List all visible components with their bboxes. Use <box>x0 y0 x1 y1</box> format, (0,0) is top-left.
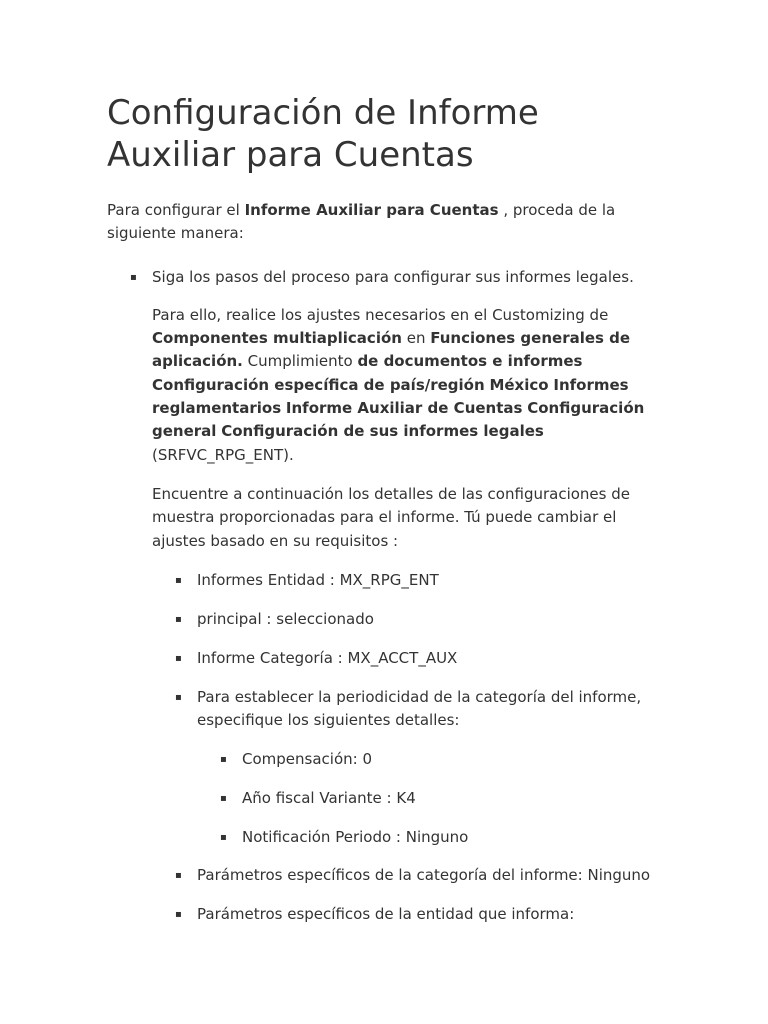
path-node: Configuración general <box>152 399 645 441</box>
page-title: Configuración de Informe Auxiliar para Cuentas <box>107 93 539 175</box>
list-item <box>175 608 667 631</box>
setting-text: Parámetros específicos de la entidad que informa: <box>197 905 575 924</box>
setting-text: Informe Categoría : MX_ACCT_AUX <box>197 648 458 667</box>
periodicity-item: Notificación Periodo : Ninguno <box>242 827 469 846</box>
setting-text: Informes Entidad : MX_RPG_ENT <box>197 570 439 589</box>
list-item <box>175 686 667 849</box>
bullet-icon: ▪ <box>175 870 182 882</box>
list-item <box>175 903 667 926</box>
path-node: Informe Auxiliar de Cuentas <box>285 399 523 418</box>
intro-text-end: , proceda de la siguiente manera: <box>107 201 616 243</box>
path-node: de documentos e informes <box>357 352 583 371</box>
intro-report-name: Informe Auxiliar para Cuentas <box>244 201 499 219</box>
path-node: Configuración específica de país/región <box>152 375 485 394</box>
bullet-icon: ▪ <box>220 831 227 843</box>
path-text: Para ello, realice los ajustes necesarios en el Customizing de <box>152 305 609 324</box>
periodicity-text: Para establecer la periodicidad de la categoría del informe, especifique los siguientes detalles: <box>197 687 642 729</box>
list-item <box>220 787 667 810</box>
path-node: Componentes multiaplicación <box>152 329 402 348</box>
path-node: Informes reglamentarios <box>152 375 629 418</box>
document-page <box>107 92 667 942</box>
bullet-icon: ▪ <box>220 753 227 765</box>
periodicity-item: Compensación: 0 <box>242 749 372 768</box>
procedure-step <box>130 266 667 927</box>
path-node: Configuración de sus informes legales <box>221 422 544 441</box>
step-text: Siga los pasos del proceso para configurar sus informes legales. <box>152 267 634 286</box>
bullet-icon: ▪ <box>175 613 182 625</box>
list-item <box>220 748 667 771</box>
intro-paragraph <box>107 199 667 246</box>
list-item <box>175 569 667 592</box>
path-text: en <box>401 329 431 348</box>
periodicity-item: Año fiscal Variante : K4 <box>242 788 416 807</box>
path-text: Cumplimiento <box>242 352 358 371</box>
path-node: México <box>489 375 549 394</box>
customizing-path <box>152 304 667 467</box>
bullet-icon: ▪ <box>220 792 227 804</box>
bullet-icon: ▪ <box>175 574 182 586</box>
bullet-icon: ▪ <box>130 271 137 283</box>
bullet-icon: ▪ <box>175 909 182 921</box>
settings-list <box>152 569 667 927</box>
list-item <box>175 864 667 887</box>
list-item <box>220 826 667 849</box>
details-paragraph: Encuentre a continuación los detalles de las configuraciones de muestra proporcionadas para el informe. Tú puede cambiar el ajustes basado en su requisitos : <box>152 484 630 550</box>
bullet-icon: ▪ <box>175 652 182 664</box>
procedure-list <box>107 266 667 927</box>
list-item <box>175 647 667 670</box>
path-text: (SRFVC_RPG_ENT). <box>152 445 294 464</box>
setting-text: principal : seleccionado <box>197 609 374 628</box>
setting-text: Parámetros específicos de la categoría del informe: Ninguno <box>197 866 651 885</box>
intro-text: Para configurar el <box>107 201 245 219</box>
bullet-icon: ▪ <box>175 691 182 703</box>
path-node: Funciones generales de aplicación. <box>152 329 631 371</box>
periodicity-list <box>197 748 667 849</box>
